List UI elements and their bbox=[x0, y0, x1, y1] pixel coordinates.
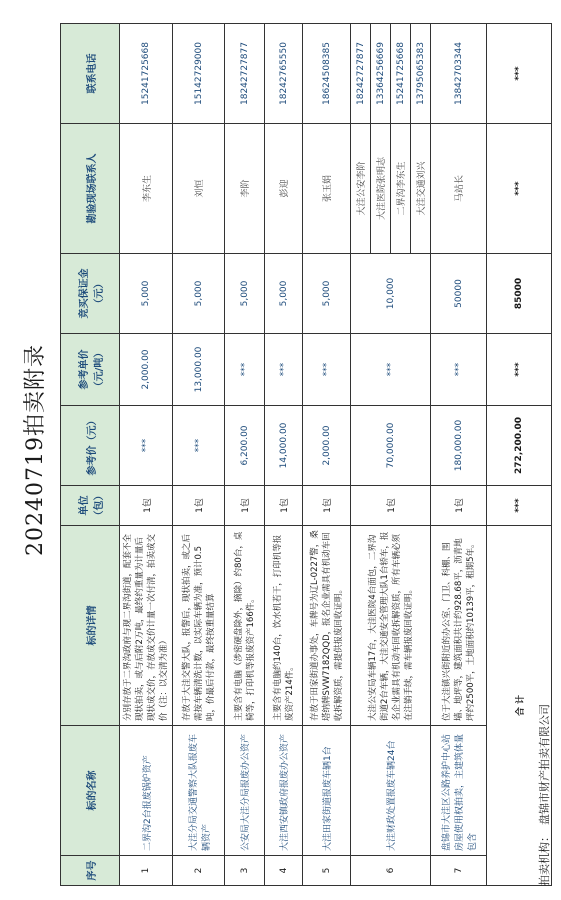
row-deposit: 10,000 bbox=[351, 254, 431, 334]
total-phone: *** bbox=[487, 24, 552, 124]
row-contact: 马站长 bbox=[431, 124, 487, 254]
row-phone: 18242727877 bbox=[351, 24, 371, 124]
row-deposit: 5,000 bbox=[120, 254, 173, 334]
row-name: 公安局大洼分局报废办公资产 bbox=[225, 726, 265, 856]
row-unit: 1包 bbox=[173, 486, 225, 526]
row-phone: 15241725668 bbox=[391, 24, 411, 124]
total-contact: *** bbox=[487, 124, 552, 254]
table-row bbox=[303, 24, 351, 886]
row-phone: 18624508385 bbox=[303, 24, 351, 124]
header-unit: 单位（包） bbox=[61, 486, 120, 526]
header-detail: 标的详情 bbox=[61, 526, 120, 726]
row-detail: 大洼公安局车辆17台，大洼医院4台面包，二界沟街道2台车辆，大洼交通安全管理大队1台轿车，报名企业需具有机动车回收拆解资质，所有车辆必须在注销手续，需车辆报废回收证明。 bbox=[351, 526, 431, 726]
table-row bbox=[225, 24, 265, 886]
row-phone: 18242765550 bbox=[265, 24, 303, 124]
row-name: 大洼西安镇政府报废办公资产 bbox=[265, 726, 303, 856]
row-contact: 大洼公安李阶 bbox=[351, 124, 371, 254]
row-contact: 大洼交通刘兴 bbox=[411, 124, 431, 254]
total-deposit: 85000 bbox=[487, 254, 552, 334]
row-index: 2 bbox=[173, 856, 225, 886]
row-index: 1 bbox=[120, 856, 173, 886]
table-header-row bbox=[61, 24, 120, 886]
row-name: 大洼田家街道报废车辆1台 bbox=[303, 726, 351, 856]
row-contact: 二界沟李东生 bbox=[391, 124, 411, 254]
row-contact: 张玉娟 bbox=[303, 124, 351, 254]
row-ref-unit-price: *** bbox=[225, 334, 265, 406]
table-row bbox=[120, 24, 173, 886]
footer-org: 盘锦市财产拍卖有限公司 bbox=[538, 704, 551, 825]
row-contact: 刘恒 bbox=[173, 124, 225, 254]
row-detail: 主要含有电脑约140台，饮水机若干，打印机等报废资产214件。 bbox=[265, 526, 303, 726]
row-index: 3 bbox=[225, 856, 265, 886]
row-detail: 主要含有电脑（涉密硬盘除外，摘除）约80台，桌椅等，打印机等报废资产166件。 bbox=[225, 526, 265, 726]
row-ref-price: 6,200.00 bbox=[225, 406, 265, 486]
row-ref-unit-price: 2,000.00 bbox=[120, 334, 173, 406]
row-phone: 18242727877 bbox=[225, 24, 265, 124]
table-row bbox=[351, 24, 371, 886]
row-index: 5 bbox=[303, 856, 351, 886]
row-ref-price: 2,000.00 bbox=[303, 406, 351, 486]
row-phone: 13364256669 bbox=[371, 24, 391, 124]
row-unit: 1包 bbox=[120, 486, 173, 526]
row-unit: 1包 bbox=[225, 486, 265, 526]
footer-label: 拍卖机构： bbox=[538, 831, 551, 886]
row-deposit: 5,000 bbox=[225, 254, 265, 334]
auction-table bbox=[60, 23, 552, 886]
total-label: 合 计 bbox=[487, 526, 552, 886]
row-ref-unit-price: *** bbox=[303, 334, 351, 406]
header-contact-person: 勘验现场联系人 bbox=[61, 124, 120, 254]
row-contact: 彭迎 bbox=[265, 124, 303, 254]
row-unit: 1包 bbox=[351, 486, 431, 526]
row-ref-price: 180,000.00 bbox=[431, 406, 487, 486]
row-unit: 1包 bbox=[303, 486, 351, 526]
row-detail: 位于大洼镇兴街附近的办公室、门卫、科棚、围墙、地坪等，建筑面积共计约928.68平，沥青地坪约2500平，土地面积约10139平，租期5年。 bbox=[431, 526, 487, 726]
row-ref-unit-price: *** bbox=[431, 334, 487, 406]
header-deposit: 竞买保证金（元） bbox=[61, 254, 120, 334]
row-ref-price: 14,000.00 bbox=[265, 406, 303, 486]
header-index: 序号 bbox=[61, 856, 120, 886]
row-ref-unit-price: *** bbox=[351, 334, 431, 406]
total-ref-unit-price: *** bbox=[487, 334, 552, 406]
row-phone: 15241725668 bbox=[120, 24, 173, 124]
row-detail: 存放于大洼交警大队，报警后，现状拍卖，或之后需按车辆清洗计数，以实际车辆为准，预计0.5吨，价最后付款，最终按重量结算 bbox=[173, 526, 225, 726]
total-unit: *** bbox=[487, 486, 552, 526]
table-row bbox=[431, 24, 487, 886]
row-index: 7 bbox=[431, 856, 487, 886]
footer bbox=[536, 698, 552, 886]
row-name: 大洼财政处置报废车辆24台 bbox=[351, 726, 431, 856]
row-detail: 存放于田家街道办事处，车牌号为辽L-0227警，桑塔纳牌SVW7182QQD，报名企业需具有机动车回收拆解资质，需提供报废回收证明。 bbox=[303, 526, 351, 726]
row-ref-unit-price: 13,000.00 bbox=[173, 334, 225, 406]
row-deposit: 5,000 bbox=[303, 254, 351, 334]
row-name: 二界沟2台报废锅炉资产 bbox=[120, 726, 173, 856]
row-ref-unit-price: *** bbox=[265, 334, 303, 406]
row-phone: 13842703344 bbox=[431, 24, 487, 124]
row-ref-price: 70,000.00 bbox=[351, 406, 431, 486]
row-unit: 1包 bbox=[431, 486, 487, 526]
row-name: 大洼分局交通警察大队报废车辆资产 bbox=[173, 726, 225, 856]
row-name: 盘锦市大洼区公路养护中心站房屋使用权拍卖，主建筑体量包含 bbox=[431, 726, 487, 856]
row-phone: 13795065383 bbox=[411, 24, 431, 124]
header-ref-unit-price: 参考单价（元/吨） bbox=[61, 334, 120, 406]
header-name: 标的名称 bbox=[61, 726, 120, 856]
row-detail: 分别存放于二界沟政府与现二界沟街道，配套不全现状拍卖，或与后附2万吨，最终约重量为计量后现状成交价，存放成交价计量一次付清，拍卖成交价（注：以交清为准） bbox=[120, 526, 173, 726]
header-ref-price: 参考价（元） bbox=[61, 406, 120, 486]
row-contact: 李东生 bbox=[120, 124, 173, 254]
row-deposit: 50000 bbox=[431, 254, 487, 334]
row-ref-price: *** bbox=[120, 406, 173, 486]
row-contact: 大洼医院张明志 bbox=[371, 124, 391, 254]
table-row bbox=[173, 24, 225, 886]
row-index: 6 bbox=[351, 856, 431, 886]
row-index: 4 bbox=[265, 856, 303, 886]
row-phone: 15142729000 bbox=[173, 24, 225, 124]
row-deposit: 5,000 bbox=[265, 254, 303, 334]
table-row bbox=[265, 24, 303, 886]
row-ref-price: *** bbox=[173, 406, 225, 486]
document-title: 20240719拍卖附录 bbox=[23, 344, 48, 556]
row-unit: 1包 bbox=[265, 486, 303, 526]
row-deposit: 5,000 bbox=[173, 254, 225, 334]
row-contact: 李阶 bbox=[225, 124, 265, 254]
total-ref-price: 272,200.00 bbox=[487, 406, 552, 486]
header-phone: 联系电话 bbox=[61, 24, 120, 124]
